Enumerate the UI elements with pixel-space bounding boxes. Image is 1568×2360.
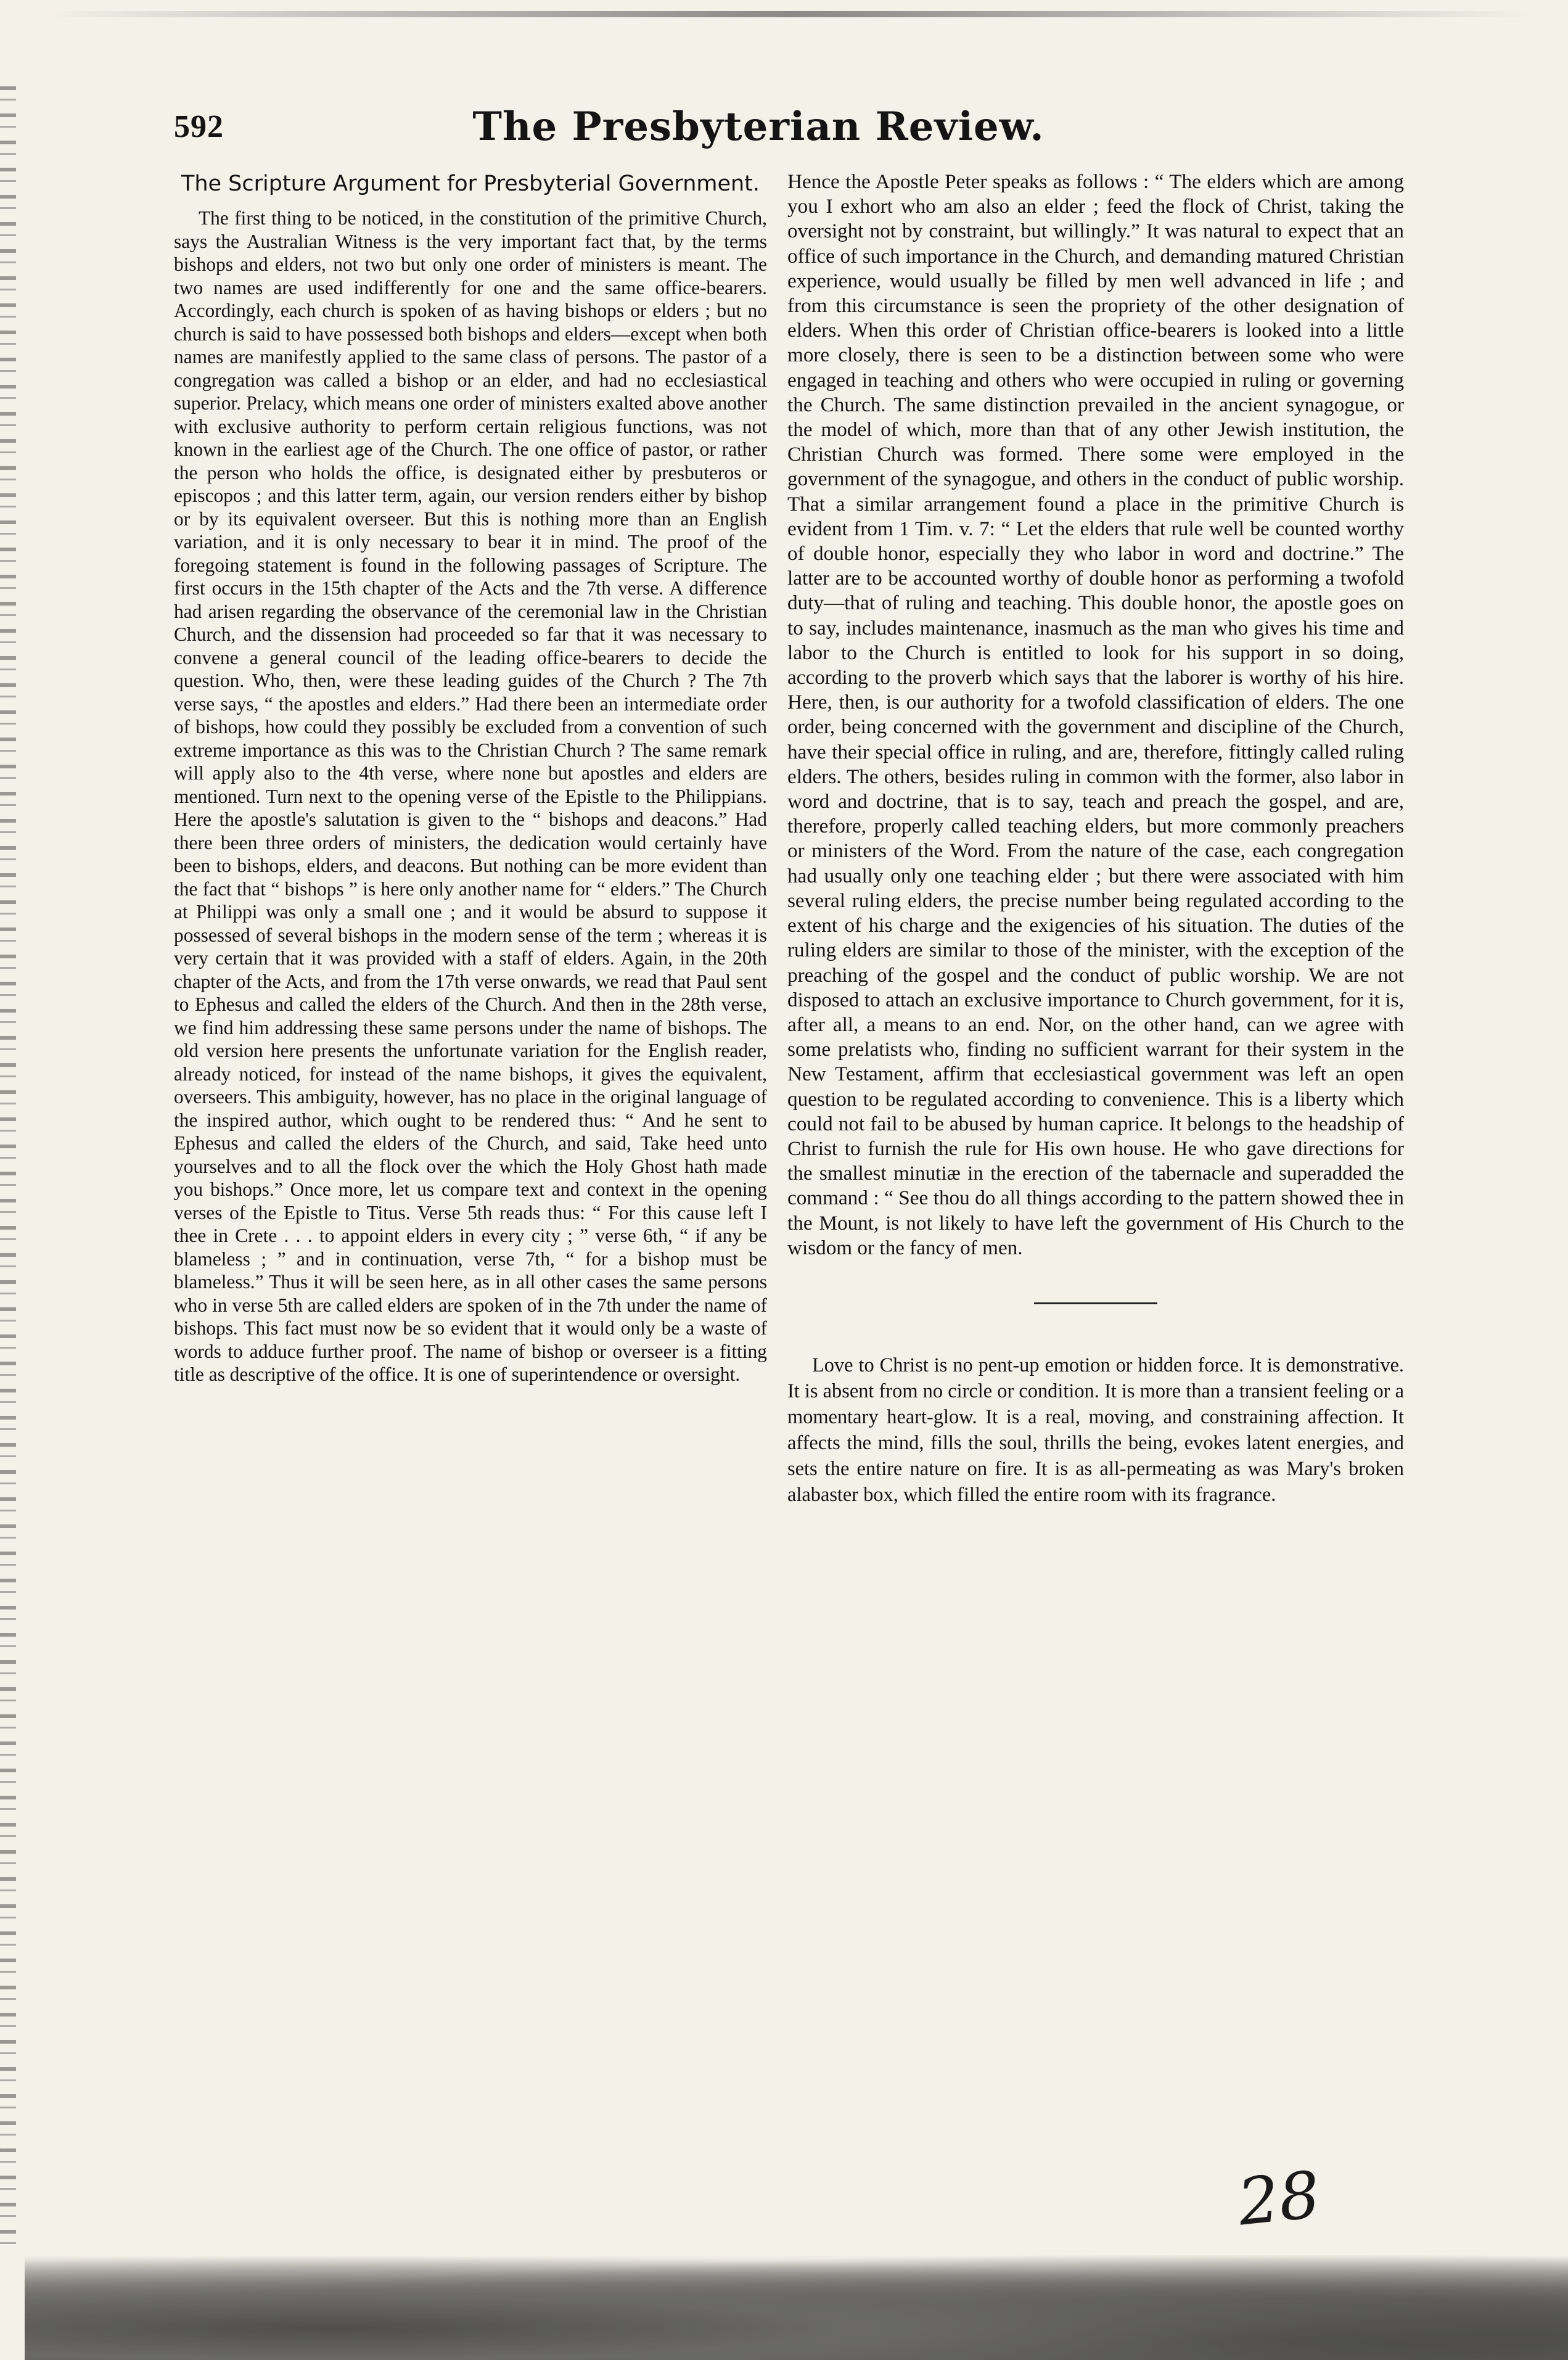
article-title: The Scripture Argument for Presbyterial Government. <box>181 171 760 196</box>
page-number: 592 <box>174 109 224 144</box>
scan-top-edge <box>49 11 1531 17</box>
left-column <box>174 170 767 1386</box>
scan-left-edge <box>0 86 16 2245</box>
left-column-paragraph: The first thing to be noticed, in the constitution of the primitive Church, says the Australian Witness is the very important fact that, by the terms bishops and elders, not two but only one order of ministers is meant. The two names are used indifferently for one and the same office-bearers. Accordingly, each church is spoken of as having bishops or elders ; but no church is said to have possessed both bishops and elders—except when both names are manifestly applied to the same class of persons. The pastor of a congregation was called a bishop or an elder, and had no ecclesiastical superior. Prelacy, which means one order of ministers exalted above another with exclusive authority to perform certain religious functions, was not known in the earliest age of the Church. The one office of pastor, or rather the person who holds the office, is designated either by presbuteros or episcopos ; and this latter term, again, our version renders either by bishop or by its equivalent overseer. But this is nothing more than an English variation, and it is only necessary to bear it in mind. The proof of the foregoing statement is found in the following passages of Scripture. The first occurs in the 15th chapter of the Acts and the 7th verse. A difference had arisen regarding the observance of the ceremonial law in the Christian Church, and the dissension had proceeded so far that it was necessary to convene a general council of the leading office-bearers to decide the question. Who, then, were these leading guides of the Church ? The 7th verse says, “ the apostles and elders.” Had there been an intermediate order of bishops, how could they possibly be excluded from a convention of such extreme importance as this was to the Christian Church ? The same remark will apply also to the 4th verse, where none but apostles and elders are mentioned. Turn next to the opening verse of the Epistle to the Philippians. Here the apostle's salutation is given to the “ bishops and deacons.” Had there been three orders of ministers, the dedication would certainly have been to bishops, elders, and deacons. But nothing can be more evident than the fact that “ bishops ” is here only another name for “ elders.” The Church at Philippi was only a small one ; and it would be absurd to suppose it possessed of several bishops in the modern sense of the term ; whereas it is very certain that it was provided with a staff of elders. Again, in the 20th chapter of the Acts, and from the 17th verse onwards, we read that Paul sent to Ephesus and called the elders of the Church. And then in the 28th verse, we find him addressing these same persons under the name of bishops. The old version here presents the unfortunate variation for the English reader, already noticed, for instead of the name bishops, it gives the equivalent, overseers. This ambiguity, however, has no place in the original language of the inspired author, which ought to be rendered thus: “ And he sent to Ephesus and called the elders of the Church, and said, Take heed unto yourselves and to all the flock over the which the Holy Ghost hath made you bishops.” Once more, let us compare text and context in the opening verses of the Epistle to Titus. Verse 5th reads thus: “ For this cause left I thee in Crete . . . to appoint elders in every city ; ” verse 6th, “ if any be blameless ; ” and in continuation, verse 7th, “ for a bishop must be blameless.” Thus it will be seen here, as in all other cases the same persons who in verse 5th are called elders are spoken of in the 7th under the name of bishops. This fact must now be so evident that it would only be a waste of words to adduce further proof. The name of bishop or overseer is a fitting title as descriptive of the office. It is one of superintendence or oversight. <box>174 207 767 1385</box>
section-divider <box>1034 1302 1157 1304</box>
handwritten-page-mark: 28 <box>1234 2156 1324 2240</box>
love-to-christ-excerpt: Love to Christ is no pent-up emotion or hidden force. It is demonstrative. It is absent from no circle or condition. It is more than a transient feeling or a momentary heart-glow. It is a real, moving, and constraining affection. It affects the mind, fills the soul, thrills the being, evokes latent energies, and sets the entire nature on fire. It is as all-permeating as was Mary's broken alabaster box, which filled the entire room with its fragrance. <box>787 1354 1404 1506</box>
right-column-paragraph: Hence the Apostle Peter speaks as follows : “ The elders which are among you I exhort who am also an elder ; feed the flock of Christ, taking the oversight not by constraint, but willingly.” It was natural to expect that an office of such importance in the Church, and demanding matured Christian experience, would usually be filled by men well advanced in life ; and from this circumstance is seen the propriety of the other designation of elders. When this order of Christian office-bearers is looked into a little more closely, there is seen to be a distinction between some who were engaged in teaching and others who were occupied in ruling or governing the Church. The same distinction prevailed in the ancient synagogue, or the model of which, more than that of any other Jewish institution, the Christian Church was formed. There some were employed in the government of the synagogue, and others in the conduct of public worship. That a similar arrangement found a place in the primitive Church is evident from 1 Tim. v. 7: “ Let the elders that rule well be counted worthy of double honor, especially they who labor in word and doctrine.” The latter are to be accounted worthy of double honor as performing a twofold duty—that of ruling and teaching. This double honor, the apostle goes on to say, includes maintenance, inasmuch as the man who gives his time and labor to the Church is entitled to look for his support in so doing, according to the proverb which says that the laborer is worthy of his hire. Here, then, is our authority for a twofold classification of elders. The one order, being concerned with the government and discipline of the Church, have their special office in ruling, and are, therefore, fittingly called ruling elders. The others, besides ruling in common with the former, also labor in word and doctrine, that is to say, teach and preach the gospel, and are, therefore, properly called teaching elders, but more commonly preachers or ministers of the Word. From the nature of the case, each congregation had usually only one teaching elder ; but there were associated with him several ruling elders, the precise number being regulated according to the extent of his charge and the exigencies of his situation. The duties of the ruling elders are similar to those of the minister, with the exception of the preaching of the gospel and the conduct of public worship. We are not disposed to attach an exclusive importance to Church government, for it is, after all, a means to an end. Nor, on the other hand, can we agree with some prelatists who, finding no sufficient warrant for their system in the New Testament, affirm that ecclesiastical government was left an open question to be regulated according to convenience. This is a liberty which could not fail to be abused by human caprice. It belongs to the headship of Christ to furnish the rule for His own house. He who gave directions for the smallest minutiæ in the erection of the tabernacle and superadded the command : “ See thou do all things according to the pattern showed thee in the Mount, is not likely to have left the government of His Church to the wisdom or the fancy of men. <box>787 170 1404 1259</box>
scan-bottom-edge <box>25 2255 1568 2360</box>
right-column <box>787 170 1404 1508</box>
journal-title: The Presbyterian Review. <box>472 104 1045 150</box>
